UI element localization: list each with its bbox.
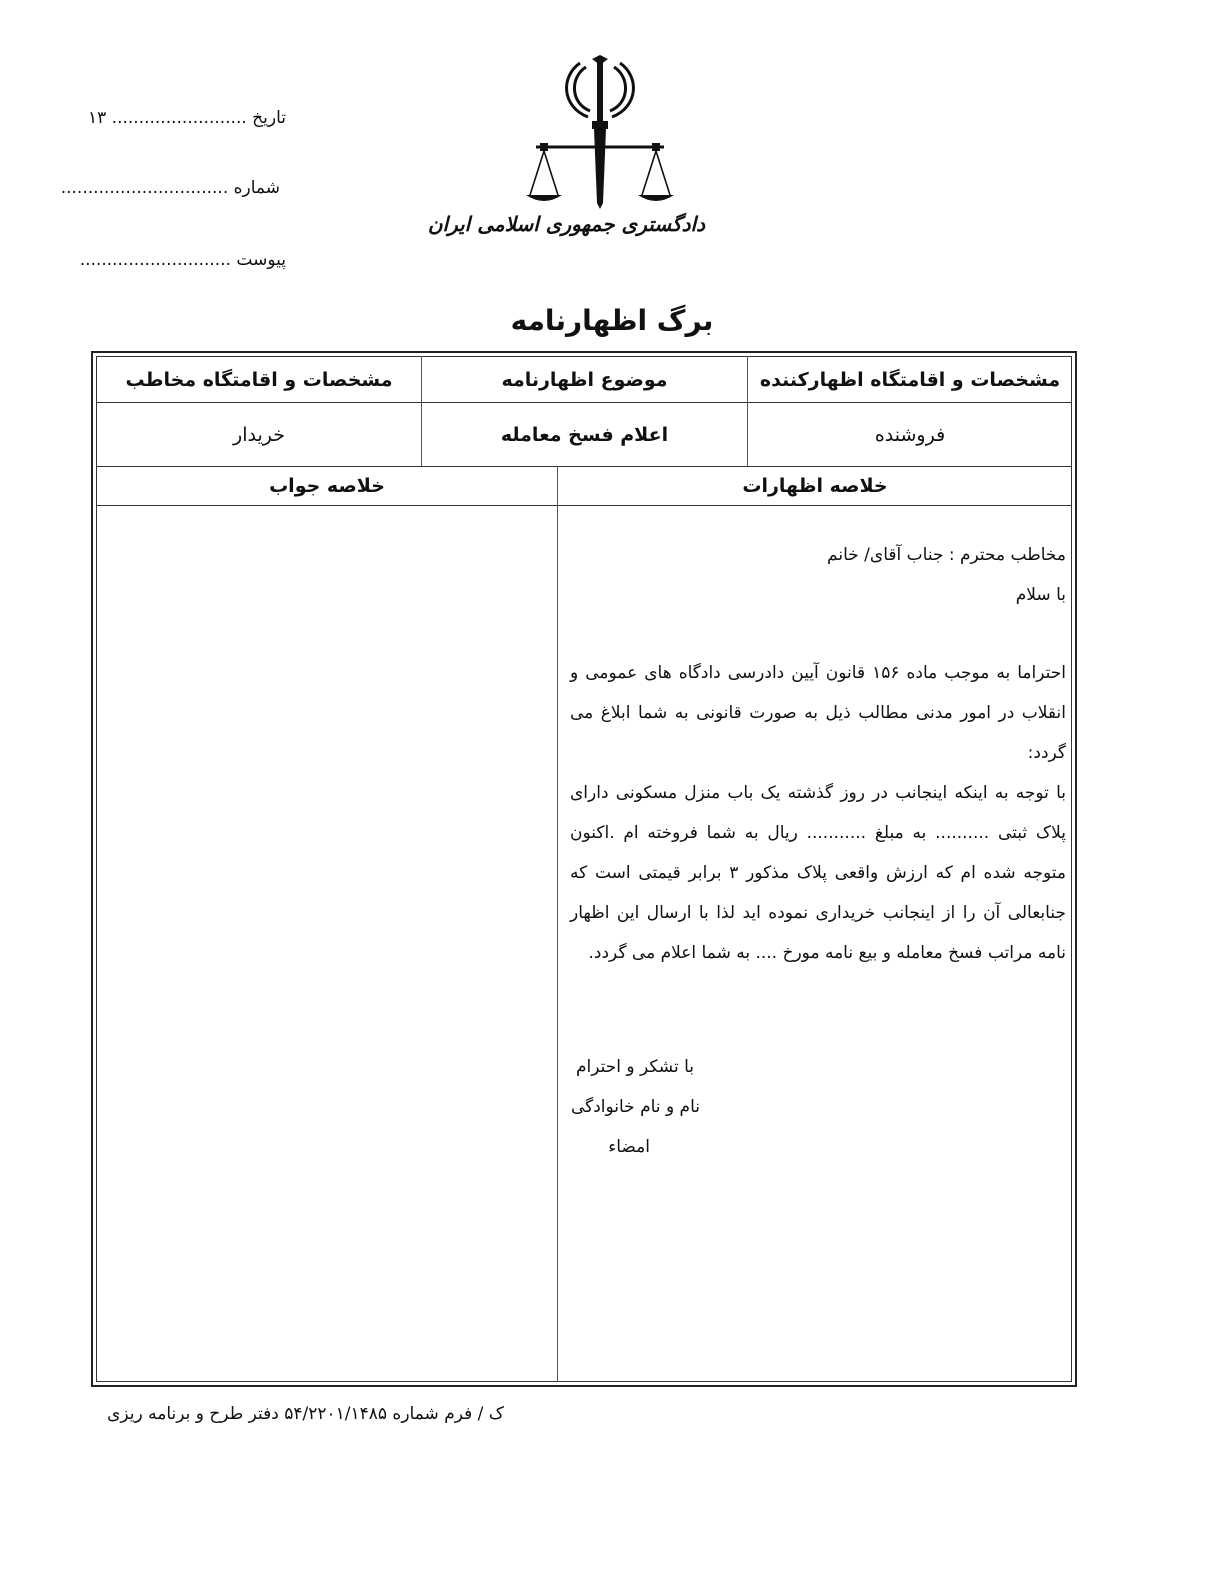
header-statements-summary: خلاصه اظهارات (742, 475, 888, 497)
table-divider (96, 505, 1072, 506)
attachment-field: پیوست ............................ (79, 250, 286, 270)
name-line: نام و نام خانوادگی (570, 1097, 700, 1117)
closing-line: با تشکر و احترام (576, 1057, 694, 1077)
salutation: مخاطب محترم : جناب آقای/ خانم (827, 545, 1066, 565)
header-declarant: مشخصات و اقامتگاه اظهارکننده (759, 368, 1061, 391)
signature-line: امضاء (608, 1137, 650, 1157)
header-addressee: مشخصات و اقامتگاه مخاطب (125, 368, 393, 391)
value-subject: اعلام فسخ معامله (500, 423, 669, 446)
table-divider (557, 466, 558, 1382)
statement-paragraph-2: با توجه به اینکه اینجانب در روز گذشته یک باب منزل مسکونی دارای پلاک ثبتی .......... به مبلغ ........... ریال به شما فروخته ام .اکنون متوجه شده ام که ارزش واقعی پلاک مذکور ۳ برابر قیمتی است که جنابعالی آن را از اینجانب خریداری نموده اید لذا با ارسال این اظهار نامه مراتب فسخ معامله و بیع نامه مورخ .... به شما اعلام می گردد. (570, 783, 1066, 963)
statement-paragraph-1: احتراما به موجب ماده ۱۵۶ قانون آیین دادرسی دادگاه های عمومی و انقلاب در امور مدنی مطالب ذیل به صورت قانونی به شما ابلاغ می گردد: (570, 663, 1066, 763)
page-title: برگ اظهارنامه (510, 304, 714, 337)
header-subject: موضوع اظهارنامه (501, 368, 668, 391)
header-reply-summary: خلاصه جواب (269, 475, 385, 497)
date-field: تاریخ ......................... ۱۳ (88, 108, 286, 128)
emblem-caption: دادگستری جمهوری اسلامی ایران (427, 212, 705, 236)
value-addressee: خریدار (233, 423, 285, 446)
greeting: با سلام (1015, 585, 1066, 605)
statements-body (570, 535, 1066, 973)
value-declarant: فروشنده (874, 423, 946, 446)
form-footer: ک / فرم شماره ۵۴/۲۲۰۱/۱۴۸۵ دفتر طرح و برنامه ریزی (107, 1404, 504, 1424)
number-field: شماره ............................... (60, 178, 280, 198)
